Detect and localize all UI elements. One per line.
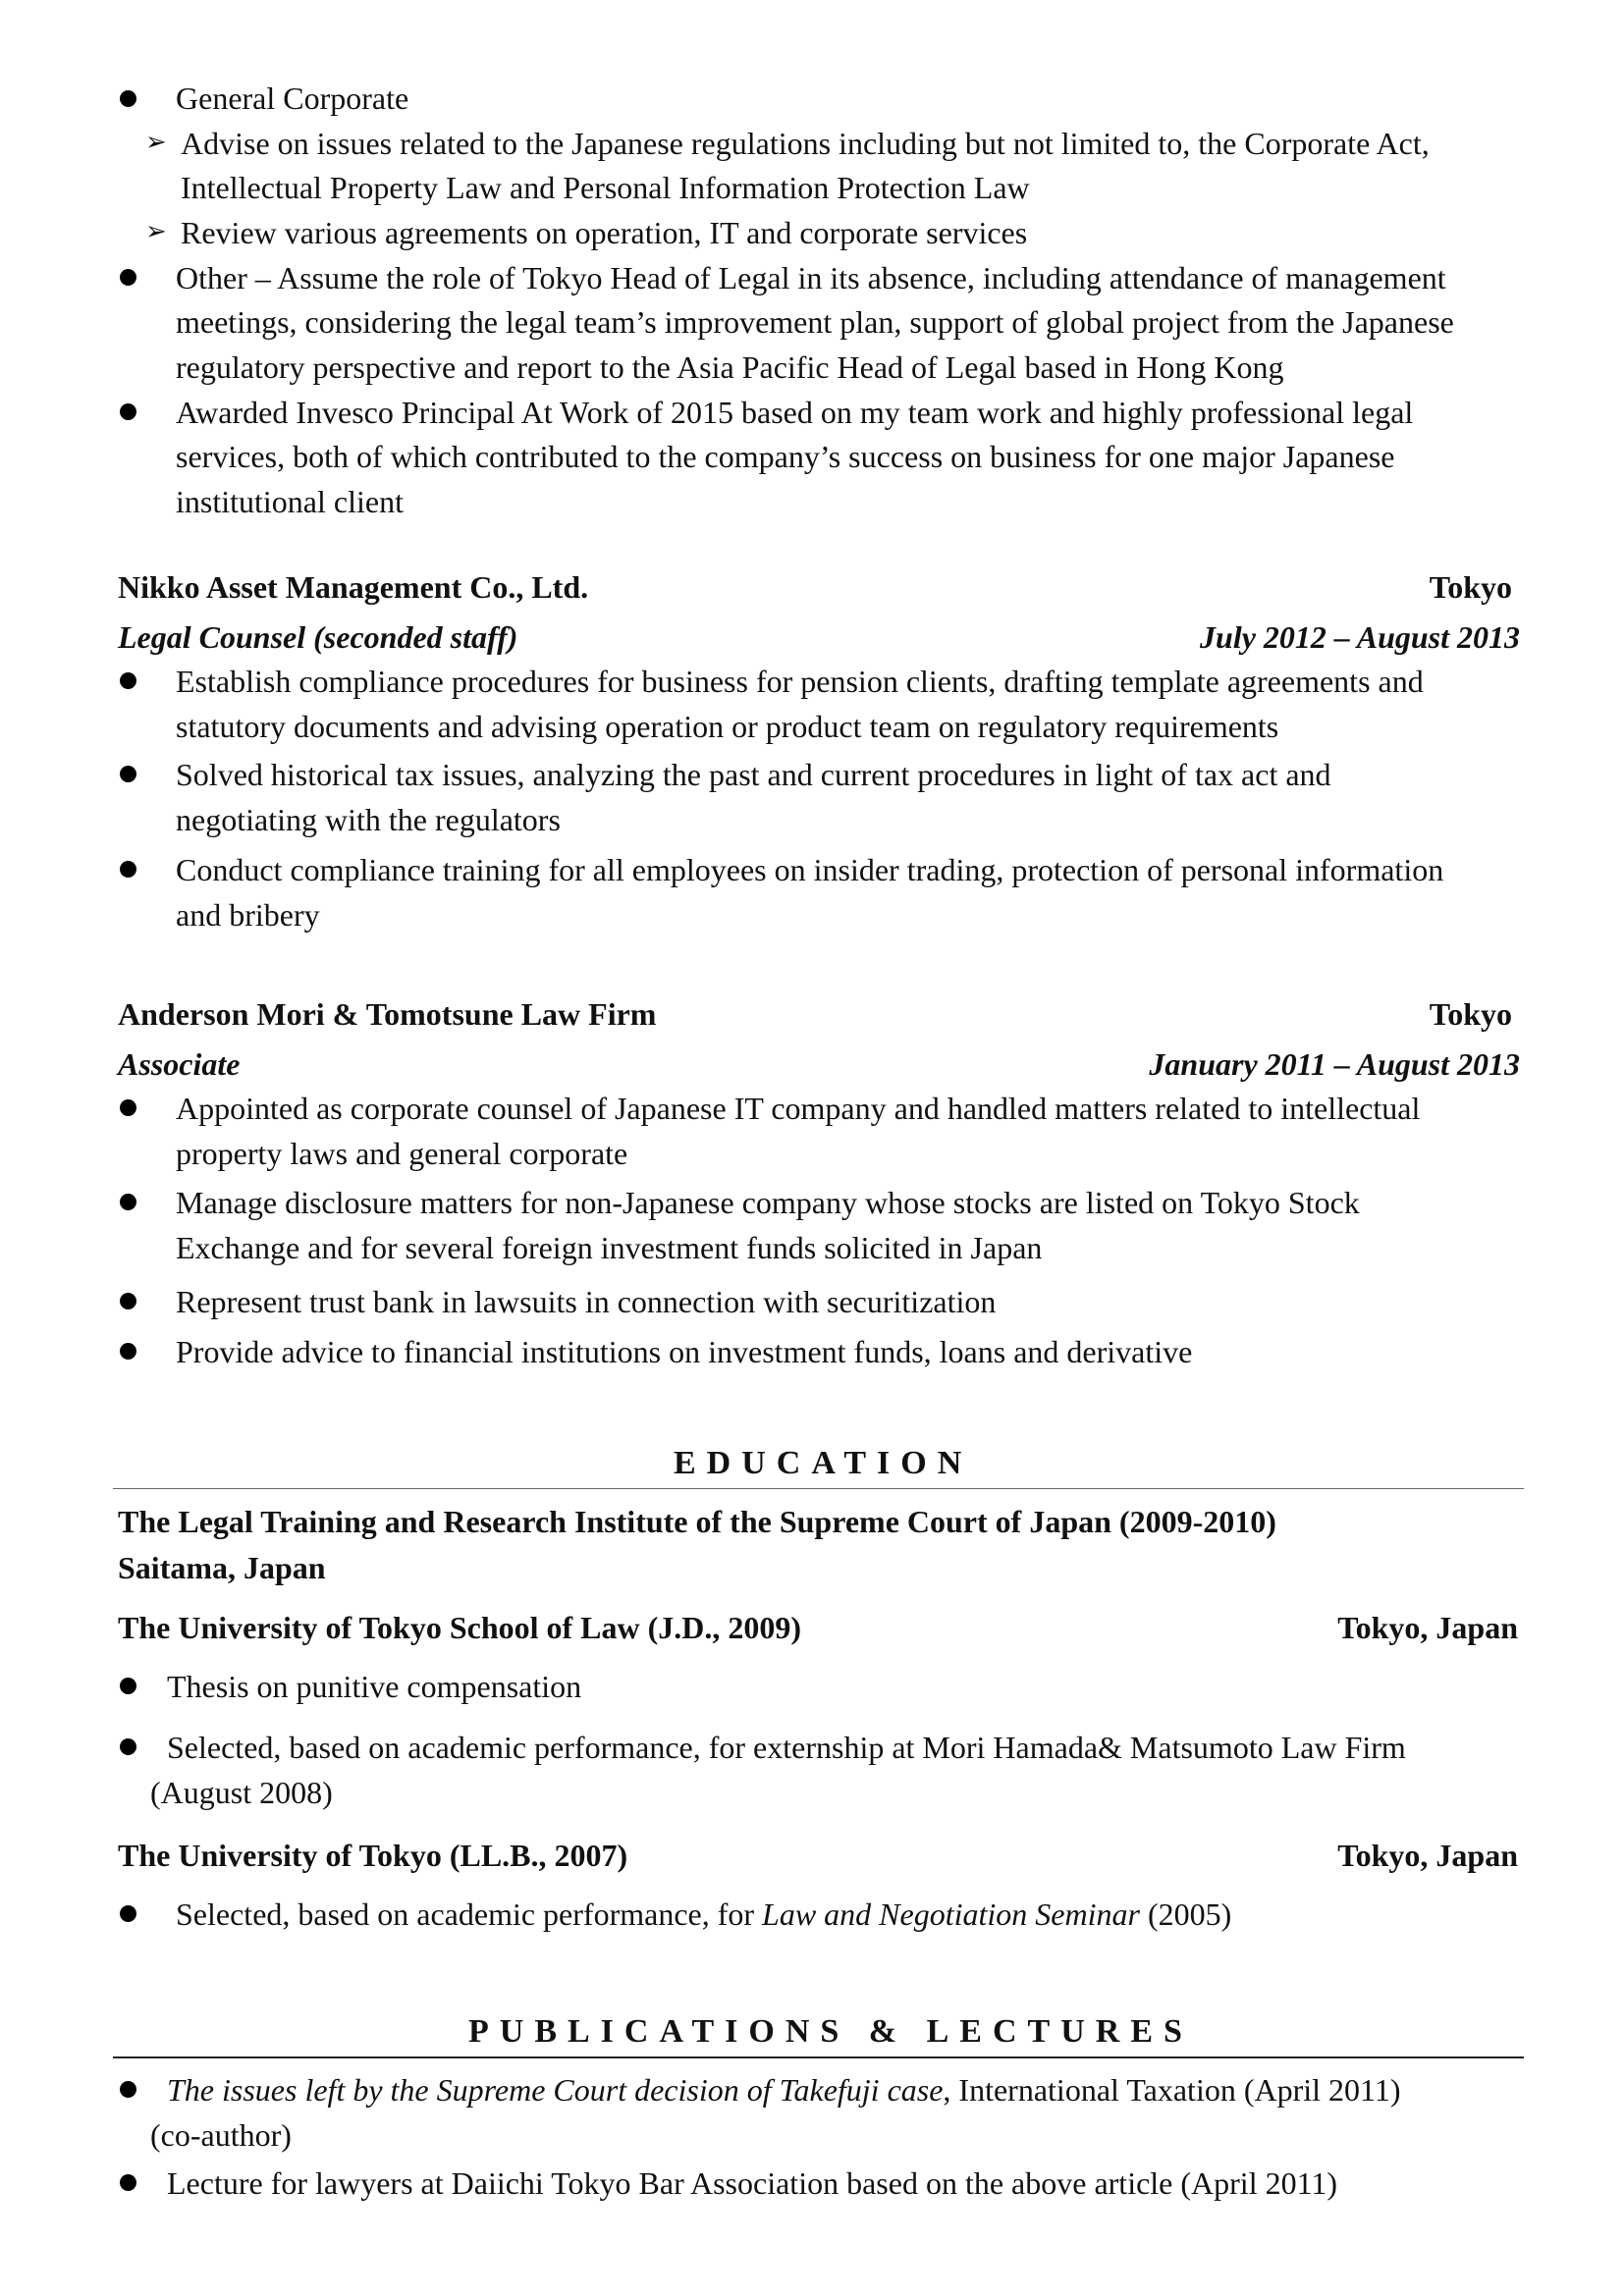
publication-title: The issues left by the Supreme Court decision of Takefuji case (167, 2072, 944, 2108)
sub-bullet-review: Review various agreements on operation, IT and corporate services (181, 215, 1028, 250)
bullet-award-line2: services, both of which contributed to the company’s success on business for one major Japanese (176, 439, 1395, 474)
education-ltri-location: Saitama, Japan (118, 1550, 326, 1585)
education-jd-title: The University of Tokyo School of Law (J.D., 2009) (118, 1610, 802, 1645)
llb-bullet-text-post: (2005) (1139, 1896, 1232, 1932)
arrow-bullet-icon: ➢ (145, 128, 167, 157)
seminar-name: Law and Negotiation Seminar (762, 1896, 1140, 1932)
bullet-icon (120, 766, 136, 782)
section-divider (113, 2056, 1524, 2058)
bullet-icon (120, 403, 136, 420)
publication-1-line2: (co-author) (150, 2117, 292, 2153)
education-ltri-title: The Legal Training and Research Institute of the Supreme Court of Japan (2009-2010) (118, 1504, 1276, 1539)
sub-bullet-advise-line1: Advise on issues related to the Japanese regulations including but not limited to, the Corporate Act, (181, 126, 1430, 161)
llb-bullet-text-pre: Selected, based on academic performance, for (176, 1896, 763, 1932)
bullet-icon (120, 1194, 136, 1210)
education-jd-bullet2-line2: (August 2008) (150, 1775, 333, 1810)
bullet-icon (120, 269, 136, 286)
bullet-icon (120, 1678, 136, 1694)
job-location: Tokyo (1429, 996, 1512, 1032)
nikko-bullet2-line2: negotiating with the regulators (176, 802, 561, 837)
nikko-bullet3-line1: Conduct compliance training for all employees on insider trading, protection of personal information (176, 852, 1444, 887)
job-title: Associate (118, 1046, 241, 1082)
lecture-1: Lecture for lawyers at Daiichi Tokyo Bar Association based on the above article (April 2011) (167, 2165, 1338, 2201)
education-jd-bullet1: Thesis on punitive compensation (167, 1669, 582, 1704)
job-dates: January 2011 – August 2013 (1149, 1046, 1520, 1082)
anderson-bullet3: Represent trust bank in lawsuits in connection with securitization (176, 1284, 997, 1319)
nikko-bullet2-line1: Solved historical tax issues, analyzing the past and current procedures in light of tax act and (176, 757, 1331, 792)
nikko-bullet1-line1: Establish compliance procedures for business for pension clients, drafting template agreements and (176, 664, 1424, 699)
bullet-award-line1: Awarded Invesco Principal At Work of 2015 based on my team work and highly professional legal (176, 395, 1414, 430)
anderson-bullet1-line2: property laws and general corporate (176, 1136, 628, 1171)
company-name: Nikko Asset Management Co., Ltd. (118, 569, 589, 605)
bullet-icon (120, 1343, 136, 1360)
nikko-bullet3-line2: and bribery (176, 897, 320, 933)
sub-bullet-advise-line2: Intellectual Property Law and Personal Information Protection Law (181, 170, 1030, 205)
bullet-icon (120, 2081, 136, 2098)
bullet-icon (120, 90, 136, 107)
publication-source: , International Taxation (April 2011) (943, 2072, 1401, 2108)
bullet-icon (120, 1099, 136, 1116)
section-heading-publications: PUBLICATIONS & LECTURES (468, 2013, 1193, 2050)
bullet-other-line3: regulatory perspective and report to the Asia Pacific Head of Legal based in Hong Kong (176, 349, 1284, 385)
bullet-icon (120, 1905, 136, 1922)
bullet-icon (120, 861, 136, 878)
job-dates: July 2012 – August 2013 (1200, 619, 1520, 655)
anderson-bullet2-line1: Manage disclosure matters for non-Japanese company whose stocks are listed on Tokyo Stock (176, 1185, 1360, 1220)
education-llb-title: The University of Tokyo (LL.B., 2007) (118, 1838, 628, 1873)
bullet-icon (120, 1293, 136, 1309)
bullet-other-line2: meetings, considering the legal team’s improvement plan, support of global project from the Japanese (176, 304, 1454, 340)
anderson-bullet4: Provide advice to financial institutions on investment funds, loans and derivative (176, 1334, 1193, 1369)
anderson-bullet2-line2: Exchange and for several foreign investment funds solicited in Japan (176, 1230, 1043, 1265)
section-heading-education: EDUCATION (674, 1445, 973, 1481)
anderson-bullet1-line1: Appointed as corporate counsel of Japanese IT company and handled matters related to intellectual (176, 1091, 1421, 1126)
company-name: Anderson Mori & Tomotsune Law Firm (118, 996, 657, 1032)
job-title: Legal Counsel (seconded staff) (118, 619, 518, 655)
bullet-award-line3: institutional client (176, 484, 404, 519)
bullet-icon (120, 1738, 136, 1755)
nikko-bullet1-line2: statutory documents and advising operation or product team on regulatory requirements (176, 709, 1279, 744)
bullet-general-corporate: General Corporate (176, 80, 409, 116)
education-jd-location: Tokyo, Japan (1337, 1610, 1518, 1645)
bullet-icon (120, 672, 136, 689)
publication-1-line1 (167, 2067, 1401, 2112)
education-llb-location: Tokyo, Japan (1337, 1838, 1518, 1873)
bullet-icon (120, 2174, 136, 2191)
bullet-other-line1: Other – Assume the role of Tokyo Head of Legal in its absence, including attendance of management (176, 260, 1446, 295)
education-llb-bullet1 (176, 1892, 1231, 1937)
education-jd-bullet2-line1: Selected, based on academic performance, for externship at Mori Hamada& Matsumoto Law Firm (167, 1730, 1406, 1765)
arrow-bullet-icon: ➢ (145, 217, 167, 246)
job-location: Tokyo (1429, 569, 1512, 605)
section-divider (113, 1488, 1524, 1489)
